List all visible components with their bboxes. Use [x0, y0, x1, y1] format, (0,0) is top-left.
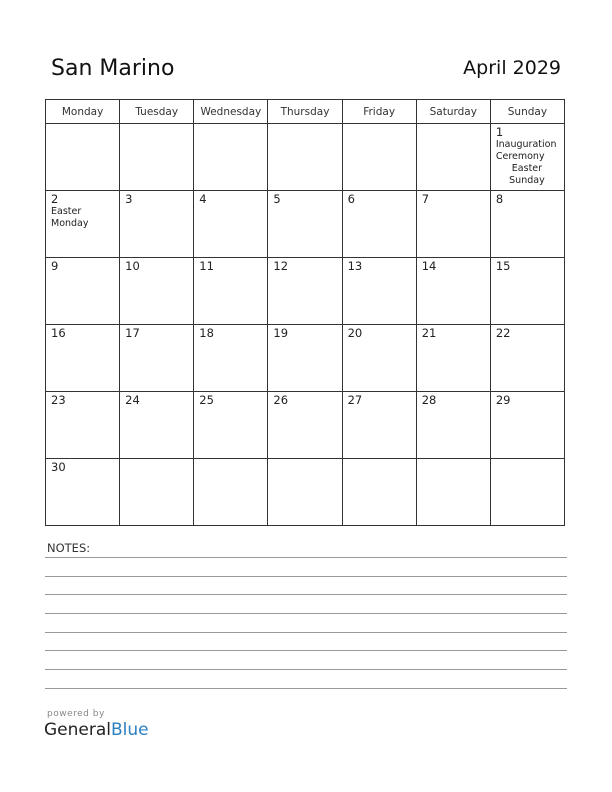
- brand-blue: Blue: [111, 720, 149, 740]
- day-cell: [416, 258, 490, 325]
- day-cell: [268, 459, 342, 526]
- brand-logo: [44, 720, 149, 740]
- week-row: [46, 258, 565, 325]
- day-number: 12: [273, 259, 289, 273]
- day-number: 9: [51, 259, 59, 273]
- holiday-label: Easter Monday: [51, 206, 89, 229]
- day-number: 3: [125, 192, 133, 206]
- note-line: [45, 669, 567, 670]
- day-number: 30: [51, 460, 66, 474]
- day-cell: [194, 191, 268, 258]
- day-number: 26: [273, 393, 289, 407]
- day-number: 18: [199, 326, 214, 340]
- day-cell: [194, 258, 268, 325]
- day-number: 29: [495, 393, 511, 407]
- week-row: [46, 124, 565, 191]
- day-number: 16: [51, 326, 66, 340]
- day-cell: [194, 392, 268, 459]
- weekday-header-row: [46, 100, 565, 124]
- day-cell: [342, 258, 416, 325]
- holiday-label: Inauguration Ceremony: [495, 139, 557, 162]
- day-number: 1: [495, 125, 504, 139]
- weekday-friday: Friday: [342, 100, 416, 124]
- day-cell: [416, 459, 490, 526]
- day-cell: [120, 325, 194, 392]
- calendar-grid: [45, 99, 565, 526]
- weekday-wednesday: Wednesday: [194, 100, 268, 124]
- day-cell: [120, 191, 194, 258]
- day-number: 14: [421, 259, 437, 273]
- weekday-sunday: Sunday: [490, 100, 564, 124]
- day-cell: [46, 325, 120, 392]
- day-cell: [416, 124, 490, 191]
- day-cell: [490, 392, 564, 459]
- day-cell: [268, 191, 342, 258]
- day-cell: [46, 392, 120, 459]
- day-cell: [268, 325, 342, 392]
- weekday-thursday: Thursday: [268, 100, 342, 124]
- day-cell: [194, 124, 268, 191]
- day-cell: [490, 258, 564, 325]
- day-cell: [120, 459, 194, 526]
- note-line: [45, 650, 567, 651]
- day-cell: [194, 459, 268, 526]
- day-number: 10: [125, 259, 140, 273]
- day-cell: [490, 459, 564, 526]
- day-cell: [342, 325, 416, 392]
- day-number: 6: [347, 192, 355, 206]
- day-cell: [342, 191, 416, 258]
- day-number: 5: [273, 192, 281, 206]
- day-number: 25: [199, 393, 214, 407]
- day-number: 11: [199, 259, 214, 273]
- day-number: 24: [125, 393, 140, 407]
- day-cell: [46, 191, 120, 258]
- day-cell: [268, 258, 342, 325]
- day-number: 28: [421, 393, 437, 407]
- day-cell: [268, 392, 342, 459]
- note-line: [45, 557, 567, 558]
- day-number: 27: [347, 393, 363, 407]
- week-row: [46, 392, 565, 459]
- day-cell: [268, 124, 342, 191]
- day-cell: [490, 191, 564, 258]
- day-number: 22: [495, 326, 511, 340]
- note-line: [45, 688, 567, 689]
- day-number: 19: [273, 326, 289, 340]
- day-cell: [342, 124, 416, 191]
- week-row: [46, 459, 565, 526]
- brand-general: General: [44, 720, 111, 740]
- day-number: 23: [51, 393, 66, 407]
- day-number: 15: [495, 259, 511, 273]
- day-number: 4: [199, 192, 207, 206]
- day-cell: [416, 325, 490, 392]
- day-number: 2: [51, 192, 59, 206]
- day-number: 20: [347, 326, 363, 340]
- day-number: 17: [125, 326, 140, 340]
- day-number: 8: [495, 192, 504, 206]
- day-cell: [46, 124, 120, 191]
- note-line: [45, 594, 567, 595]
- powered-by-text: powered by: [47, 709, 105, 719]
- day-number: 13: [347, 259, 363, 273]
- month-title: April 2029: [463, 57, 561, 79]
- weekday-saturday: Saturday: [416, 100, 490, 124]
- day-number: 21: [421, 326, 437, 340]
- week-row: [46, 325, 565, 392]
- day-cell: [342, 392, 416, 459]
- note-line: [45, 632, 567, 633]
- note-line: [45, 613, 567, 614]
- day-cell: [342, 459, 416, 526]
- day-cell: [490, 325, 564, 392]
- day-cell: [194, 325, 268, 392]
- weekday-monday: Monday: [46, 100, 120, 124]
- day-number: 7: [421, 192, 430, 206]
- weekday-tuesday: Tuesday: [120, 100, 194, 124]
- day-cell: [416, 392, 490, 459]
- day-cell: [416, 191, 490, 258]
- note-line: [45, 576, 567, 577]
- day-cell: [490, 124, 564, 191]
- day-cell: [46, 459, 120, 526]
- day-cell: [120, 392, 194, 459]
- day-cell: [120, 258, 194, 325]
- week-row: [46, 191, 565, 258]
- holiday-label: Easter Sunday: [509, 163, 545, 186]
- day-cell: [46, 258, 120, 325]
- country-title: San Marino: [51, 56, 175, 81]
- day-cell: [120, 124, 194, 191]
- notes-label: NOTES:: [47, 541, 91, 555]
